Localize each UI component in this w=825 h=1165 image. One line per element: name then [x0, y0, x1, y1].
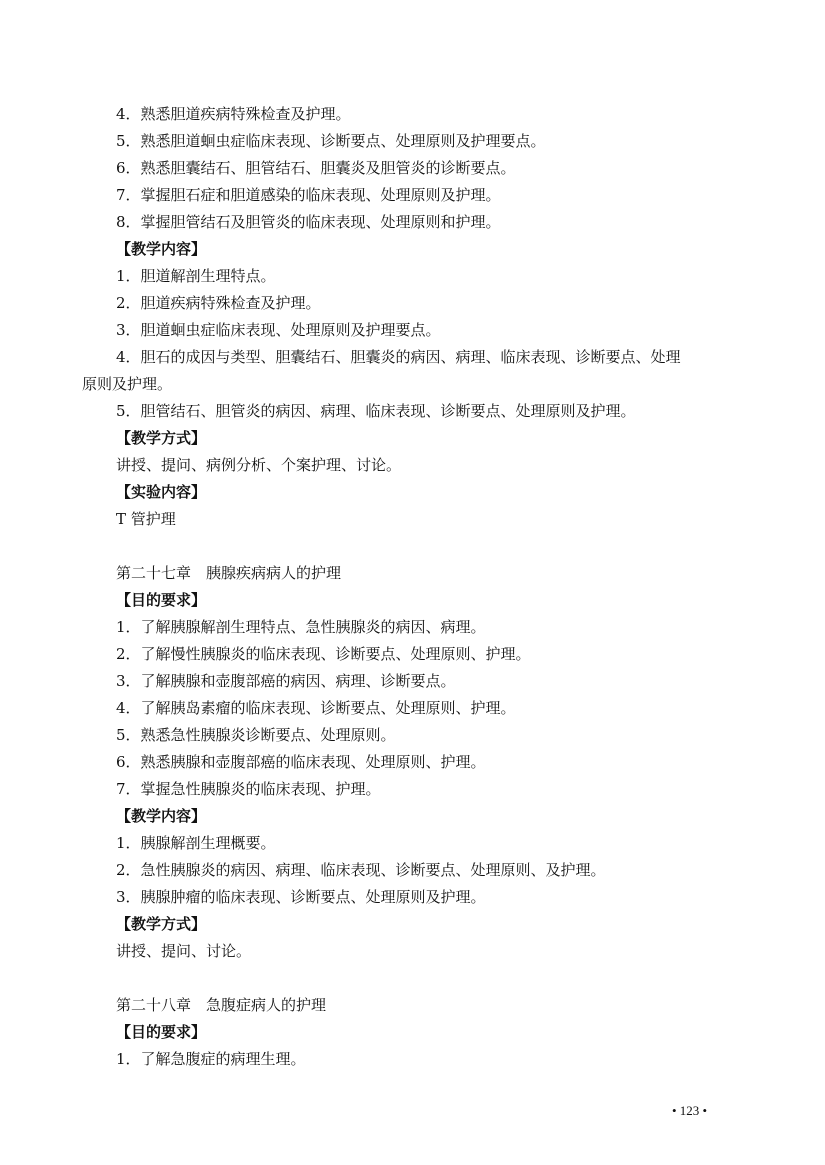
list-item: 1．胆道解剖生理特点。	[116, 267, 276, 285]
list-item: 5．熟悉胆道蛔虫症临床表现、诊断要点、处理原则及护理要点。	[116, 132, 546, 150]
section-heading-goals: 【目的要求】	[116, 1023, 207, 1041]
spacer	[82, 965, 746, 992]
paragraph: 讲授、提问、病例分析、个案护理、讨论。	[116, 456, 402, 474]
chapter-title: 第二十八章 急腹症病人的护理	[116, 996, 327, 1014]
list-item: 4．了解胰岛素瘤的临床表现、诊断要点、处理原则、护理。	[116, 699, 516, 717]
list-item: 3．了解胰腺和壶腹部癌的病因、病理、诊断要点。	[116, 672, 456, 690]
page-body	[82, 101, 746, 1073]
paragraph: 讲授、提问、讨论。	[116, 942, 252, 960]
list-item: 8．掌握胆管结石及胆管炎的临床表现、处理原则和护理。	[116, 213, 501, 231]
list-item: 7．掌握急性胰腺炎的临床表现、护理。	[116, 780, 381, 798]
paragraph: T 管护理	[116, 510, 176, 528]
section-heading-lab-content: 【实验内容】	[116, 483, 207, 501]
section-heading-teaching-content: 【教学内容】	[116, 240, 207, 258]
list-item: 6．熟悉胰腺和壶腹部癌的临床表现、处理原则、护理。	[116, 753, 486, 771]
list-item: 5．胆管结石、胆管炎的病因、病理、临床表现、诊断要点、处理原则及护理。	[116, 402, 636, 420]
list-item: 2．胆道疾病特殊检查及护理。	[116, 294, 321, 312]
list-item: 2．急性胰腺炎的病因、病理、临床表现、诊断要点、处理原则、及护理。	[116, 861, 606, 879]
list-item: 1．了解急腹症的病理生理。	[116, 1050, 306, 1068]
list-item: 4．胆石的成因与类型、胆囊结石、胆囊炎的病因、病理、临床表现、诊断要点、处理	[116, 348, 681, 366]
page-number: • 123 •	[672, 1103, 708, 1118]
section-heading-goals: 【目的要求】	[116, 591, 207, 609]
list-item: 2．了解慢性胰腺炎的临床表现、诊断要点、处理原则、护理。	[116, 645, 531, 663]
chapter-title: 第二十七章 胰腺疾病病人的护理	[116, 564, 342, 582]
list-item-continuation: 原则及护理。	[82, 375, 173, 393]
section-heading-teaching-method: 【教学方式】	[116, 915, 207, 933]
list-item: 1．胰腺解剖生理概要。	[116, 834, 276, 852]
list-item: 3．胰腺肿瘤的临床表现、诊断要点、处理原则及护理。	[116, 888, 486, 906]
list-item: 5．熟悉急性胰腺炎诊断要点、处理原则。	[116, 726, 396, 744]
list-item: 4．熟悉胆道疾病特殊检查及护理。	[116, 105, 351, 123]
list-item: 3．胆道蛔虫症临床表现、处理原则及护理要点。	[116, 321, 441, 339]
list-item: 6．熟悉胆囊结石、胆管结石、胆囊炎及胆管炎的诊断要点。	[116, 159, 516, 177]
section-heading-teaching-method: 【教学方式】	[116, 429, 207, 447]
list-item: 1．了解胰腺解剖生理特点、急性胰腺炎的病因、病理。	[116, 618, 486, 636]
section-heading-teaching-content: 【教学内容】	[116, 807, 207, 825]
list-item: 7．掌握胆石症和胆道感染的临床表现、处理原则及护理。	[116, 186, 501, 204]
spacer	[82, 533, 746, 560]
